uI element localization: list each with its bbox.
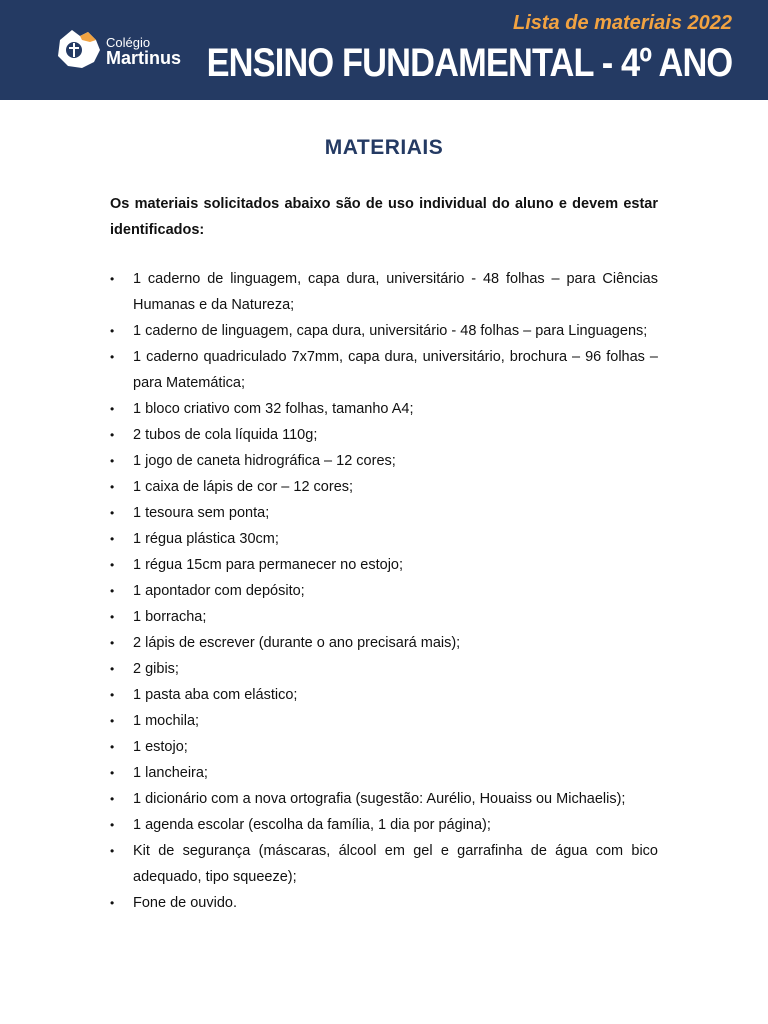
list-item: [110, 812, 658, 838]
bullet-icon: •: [110, 532, 115, 546]
bullet-icon: •: [110, 896, 115, 910]
list-item-text: 1 régua 15cm para permanecer no estojo;: [133, 557, 404, 573]
list-item: [110, 396, 658, 422]
list-item: [110, 760, 658, 786]
list-item: [110, 474, 658, 500]
list-item-text: 2 gibis;: [133, 661, 179, 677]
header-title: ENSINO FUNDAMENTAL - 4º ANO: [206, 41, 732, 85]
bullet-icon: •: [110, 402, 115, 416]
bullet-icon: •: [110, 766, 115, 780]
list-item: [110, 838, 658, 890]
list-item-text: 1 apontador com depósito;: [133, 583, 305, 599]
bullet-icon: •: [110, 350, 115, 364]
bullet-icon: •: [110, 688, 115, 702]
header-banner: [0, 0, 768, 100]
list-item-text: 1 agenda escolar (escolha da família, 1 dia por página);: [133, 817, 491, 833]
school-logo: [54, 26, 204, 74]
bullet-icon: •: [110, 428, 115, 442]
list-item: [110, 448, 658, 474]
list-item-text: 1 tesoura sem ponta;: [133, 505, 270, 521]
list-item-text: 1 caixa de lápis de cor – 12 cores;: [133, 479, 354, 495]
list-item: [110, 526, 658, 552]
bullet-icon: •: [110, 272, 115, 286]
list-item-text: 1 jogo de caneta hidrográfica – 12 cores;: [133, 453, 396, 469]
list-item: [110, 656, 658, 682]
intro-paragraph: Os materiais solicitados abaixo são de uso individual do aluno e devem estar identificados:: [110, 196, 658, 238]
bullet-icon: •: [110, 662, 115, 676]
list-item-text: 1 caderno de linguagem, capa dura, universitário - 48 folhas – para Ciências Humanas e da Natureza;: [133, 271, 658, 313]
logo-emblem-icon: [54, 26, 102, 70]
header-subtitle: Lista de materiais 2022: [512, 12, 732, 34]
list-item-text: 1 dicionário com a nova ortografia (sugestão: Aurélio, Houaiss ou Michaelis);: [133, 791, 626, 807]
list-item: [110, 318, 658, 344]
list-item-text: 1 mochila;: [133, 713, 200, 729]
list-item: [110, 500, 658, 526]
list-item-text: 1 bloco criativo com 32 folhas, tamanho A4;: [133, 401, 414, 417]
list-item-text: Fone de ouvido.: [133, 895, 237, 911]
bullet-icon: •: [110, 636, 115, 650]
bullet-icon: •: [110, 324, 115, 338]
list-item-text: 2 tubos de cola líquida 110g;: [133, 427, 318, 443]
bullet-icon: •: [110, 818, 115, 832]
logo-text-martinus: Martinus: [106, 48, 182, 68]
bullet-icon: •: [110, 558, 115, 572]
bullet-icon: •: [110, 792, 115, 806]
list-item: [110, 552, 658, 578]
bullet-icon: •: [110, 480, 115, 494]
list-item: [110, 734, 658, 760]
list-item: [110, 344, 658, 396]
list-item-text: 1 lancheira;: [133, 765, 208, 781]
list-item: [110, 422, 658, 448]
list-item-text: 1 borracha;: [133, 609, 207, 625]
list-item: [110, 786, 658, 812]
list-item: [110, 604, 658, 630]
list-item: [110, 682, 658, 708]
list-item-text: 1 caderno de linguagem, capa dura, universitário - 48 folhas – para Linguagens;: [133, 323, 648, 339]
list-item-text: 2 lápis de escrever (durante o ano precisará mais);: [133, 635, 461, 651]
list-item: [110, 708, 658, 734]
materials-list: [110, 266, 658, 916]
list-item-text: 1 caderno quadriculado 7x7mm, capa dura, universitário, brochura – 96 folhas – para Matemática;: [133, 349, 658, 391]
bullet-icon: •: [110, 584, 115, 598]
list-item: [110, 630, 658, 656]
list-item: [110, 578, 658, 604]
list-item: [110, 266, 658, 318]
bullet-icon: •: [110, 714, 115, 728]
list-item-text: 1 régua plástica 30cm;: [133, 531, 279, 547]
list-item-text: 1 estojo;: [133, 739, 188, 755]
list-item: [110, 890, 658, 916]
bullet-icon: •: [110, 844, 115, 858]
bullet-icon: •: [110, 740, 115, 754]
bullet-icon: •: [110, 454, 115, 468]
page-title: MATERIAIS: [324, 136, 444, 159]
logo-text-colegio: Colégio: [106, 35, 151, 50]
list-item-text: 1 pasta aba com elástico;: [133, 687, 298, 703]
bullet-icon: •: [110, 610, 115, 624]
bullet-icon: •: [110, 506, 115, 520]
list-item-text: Kit de segurança (máscaras, álcool em gel e garrafinha de água com bico adequado, tipo squeeze);: [133, 843, 658, 885]
